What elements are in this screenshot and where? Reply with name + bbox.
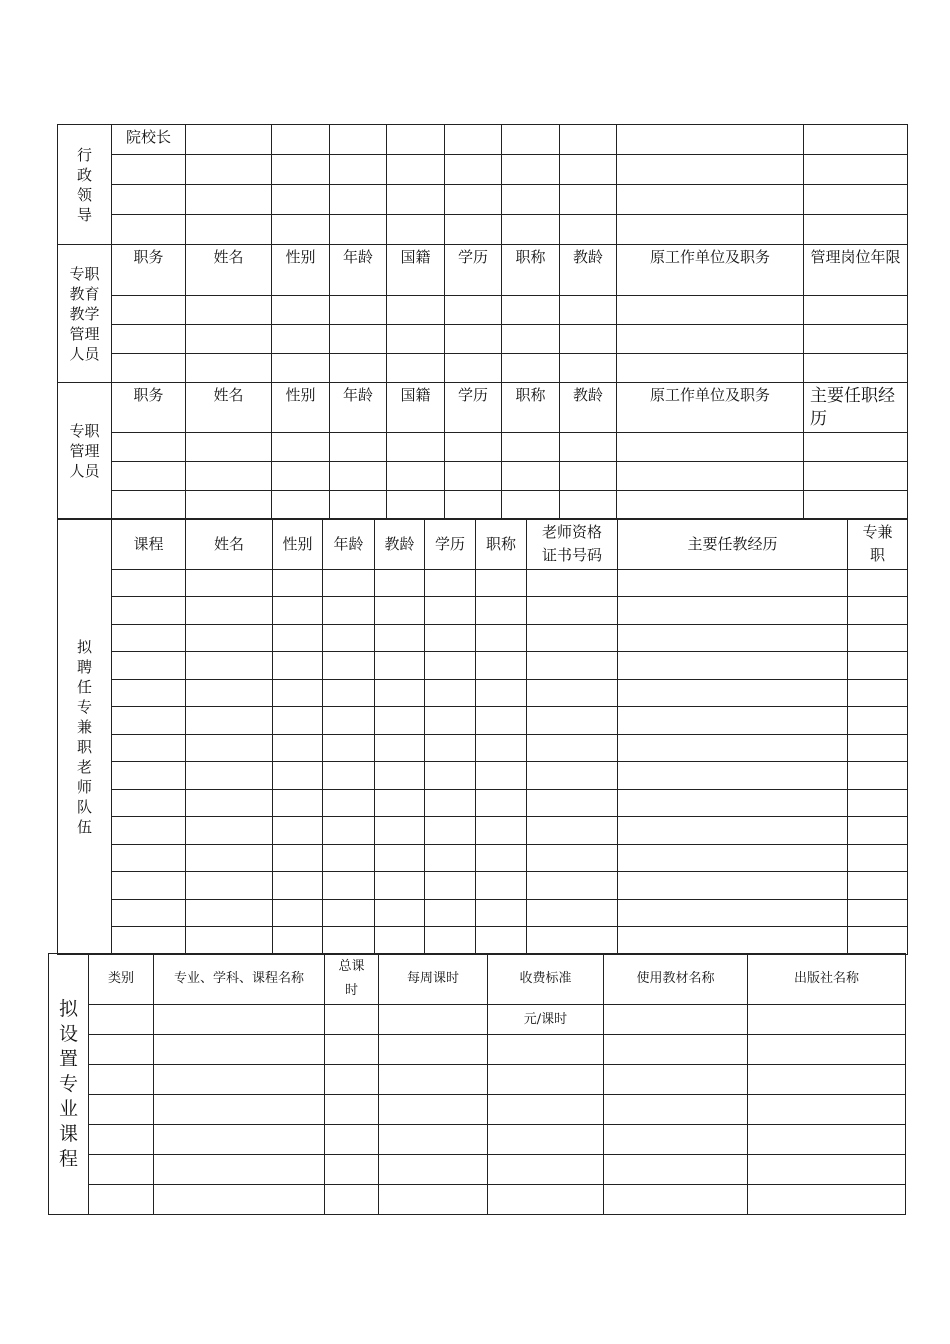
header-fulltime-parttime: 专兼职	[848, 519, 908, 570]
header-former-employer: 原工作单位及职务	[617, 383, 804, 433]
fee-unit-label: 元/课时	[488, 1005, 604, 1035]
header-teaching-years: 教龄	[560, 383, 617, 433]
header-course: 课程	[112, 519, 186, 570]
principal-label: 院校长	[112, 125, 186, 155]
header-course-name: 专业、学科、课程名称	[154, 954, 325, 1005]
header-name: 姓名	[186, 519, 273, 570]
header-gender: 性别	[273, 519, 323, 570]
header-education: 学历	[445, 383, 502, 433]
header-teaching-years: 教龄	[375, 519, 425, 570]
header-category: 类别	[89, 954, 154, 1005]
header-teaching-years: 教龄	[560, 245, 617, 296]
header-total-hours: 总课时	[325, 954, 379, 1005]
header-gender: 性别	[272, 383, 330, 433]
header-age: 年龄	[323, 519, 375, 570]
section-label-teachers: 拟 聘 任 专 兼 职 老 师 队 伍	[58, 519, 112, 955]
header-nationality: 国籍	[387, 383, 445, 433]
header-gender: 性别	[272, 245, 330, 296]
header-teaching-experience: 主要任教经历	[618, 519, 848, 570]
header-education: 学历	[445, 245, 502, 296]
cell[interactable]	[186, 125, 272, 155]
header-position: 职务	[112, 383, 186, 433]
section-label-courses: 拟 设 置 专 业 课 程	[49, 954, 89, 1215]
section-label-edu-mgmt: 专职 教育 教学 管理 人员	[58, 245, 112, 383]
header-mgmt-years: 管理岗位年限	[804, 245, 908, 296]
header-fee-standard: 收费标准	[488, 954, 604, 1005]
header-name: 姓名	[186, 245, 272, 296]
header-weekly-hours: 每周课时	[379, 954, 488, 1005]
header-textbook: 使用教材名称	[604, 954, 748, 1005]
header-nationality: 国籍	[387, 245, 445, 296]
header-publisher: 出版社名称	[748, 954, 906, 1005]
header-education: 学历	[425, 519, 476, 570]
header-position: 职务	[112, 245, 186, 296]
header-age: 年龄	[330, 245, 387, 296]
header-title: 职称	[502, 245, 560, 296]
header-main-experience: 主要任职经历	[804, 383, 908, 433]
courses-table	[48, 953, 906, 1215]
staff-table-a	[57, 124, 908, 520]
header-age: 年龄	[330, 383, 387, 433]
header-title: 职称	[502, 383, 560, 433]
header-name: 姓名	[186, 383, 272, 433]
header-title: 职称	[476, 519, 527, 570]
teachers-table	[57, 518, 908, 955]
section-label-admin: 行 政 领 导	[58, 125, 112, 245]
header-certificate-number: 老师资格证书号码	[527, 519, 618, 570]
section-label-mgmt: 专职 管理 人员	[58, 383, 112, 520]
header-former-employer: 原工作单位及职务	[617, 245, 804, 296]
